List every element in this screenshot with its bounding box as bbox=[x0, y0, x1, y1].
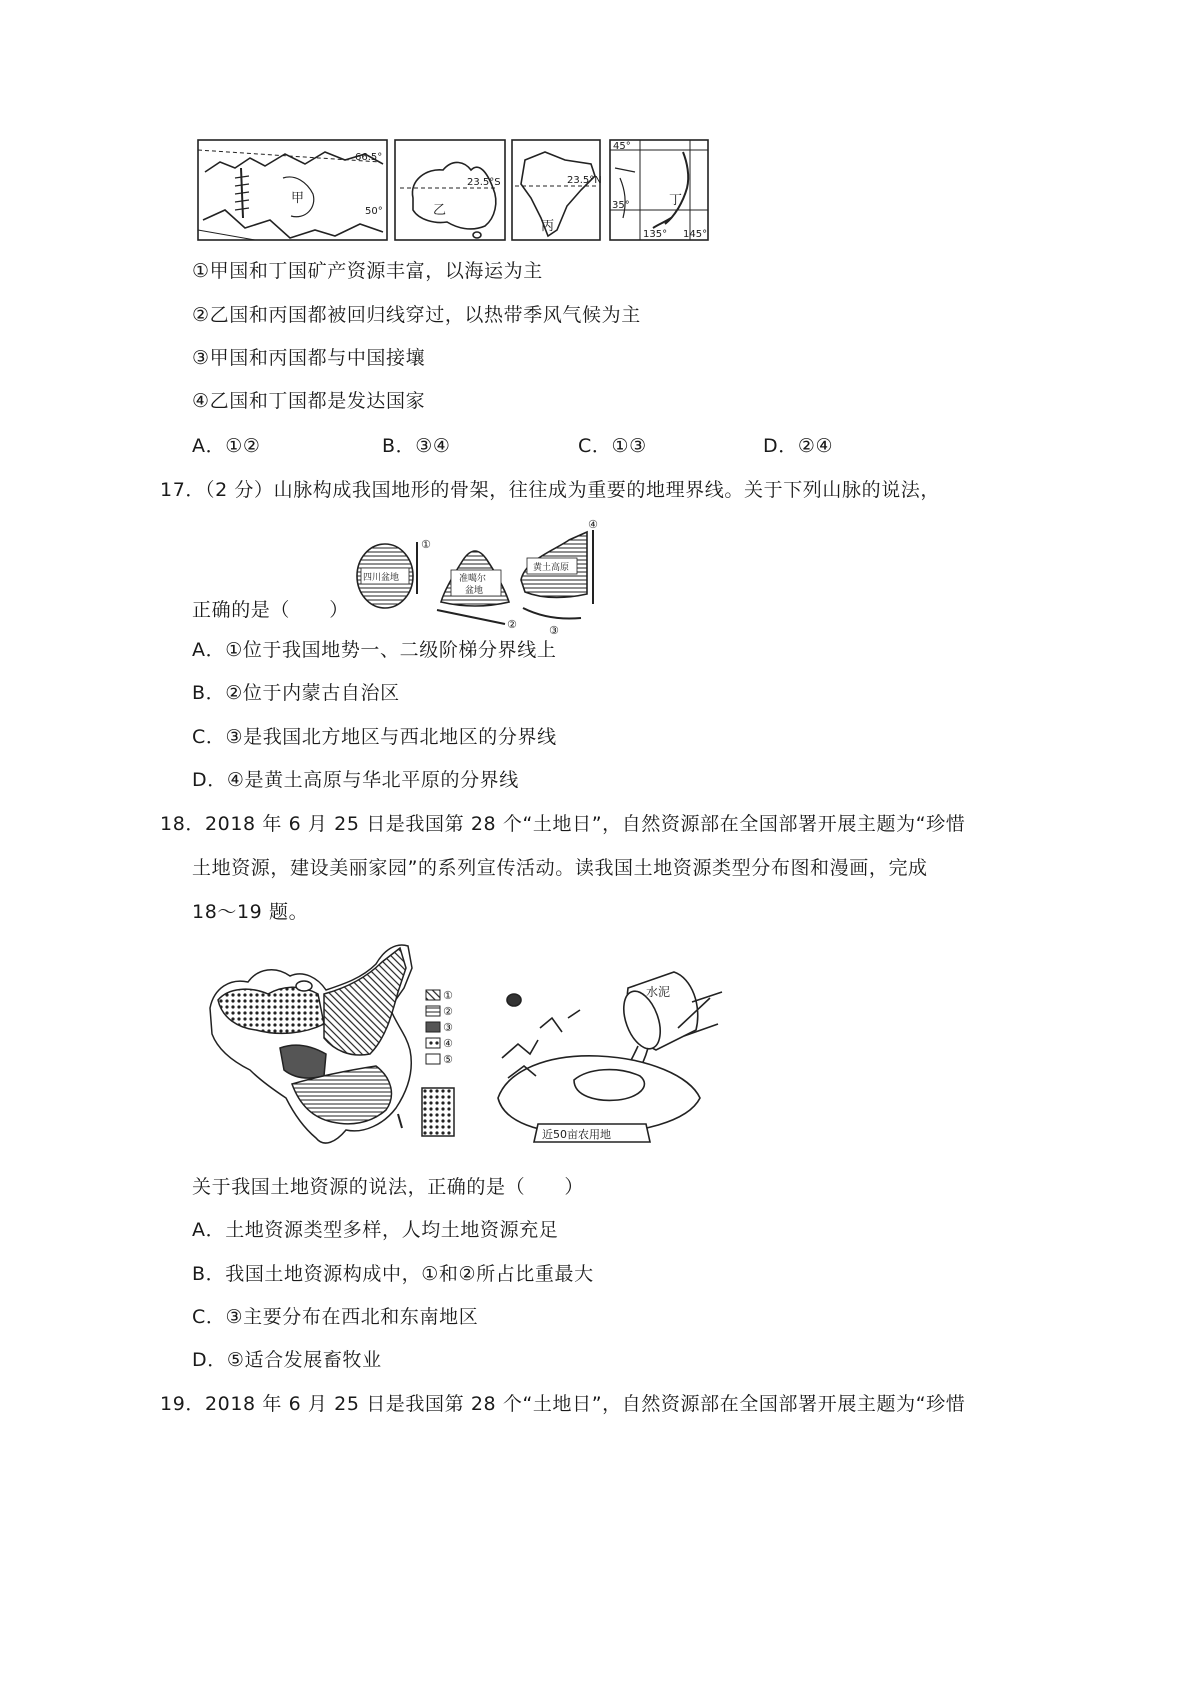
ding-label: 丁 bbox=[669, 193, 683, 208]
bing-lat-label: 23.5°N bbox=[567, 175, 602, 186]
q17-option-c: C．③是我国北方地区与西北地区的分界线 bbox=[192, 726, 557, 748]
q17-option-d: D．④是黄土高原与华北平原的分界线 bbox=[192, 769, 519, 791]
q16-country-maps bbox=[195, 138, 715, 244]
q18-option-b: B．我国土地资源构成中，①和②所占比重最大 bbox=[192, 1263, 594, 1285]
q17-mountain-figure bbox=[355, 518, 605, 638]
legend-label-5: ⑤ bbox=[443, 1053, 453, 1066]
mountain-number-2: ② bbox=[507, 618, 517, 631]
q16-statement-2: ②乙国和丙国都被回归线穿过，以热带季风气候为主 bbox=[192, 304, 641, 326]
q17-prompt: 正确的是（ ） bbox=[192, 599, 349, 621]
q16-option-c: C．①③ bbox=[578, 435, 647, 457]
legend-label-3: ③ bbox=[443, 1021, 453, 1034]
q17-option-b: B．②位于内蒙古自治区 bbox=[192, 682, 400, 704]
q18-land-resource-map bbox=[200, 938, 465, 1153]
junggar-basin-label-2: 盆地 bbox=[465, 586, 484, 596]
q17-stem: 17．（2 分）山脉构成我国地形的骨架，往往成为重要的地理界线。关于下列山脉的说法， bbox=[160, 479, 941, 501]
q16-option-d: D．②④ bbox=[763, 435, 834, 457]
q17-option-a: A．①位于我国地势一、二级阶梯分界线上 bbox=[192, 639, 557, 661]
legend-label-1: ① bbox=[443, 989, 453, 1002]
q16-option-a: A．①② bbox=[192, 435, 261, 457]
farmland-label: 近50亩农用地 bbox=[542, 1128, 611, 1141]
yi-label: 乙 bbox=[433, 203, 447, 218]
mountain-line-3 bbox=[523, 608, 581, 619]
q18-cartoon bbox=[478, 958, 728, 1153]
jia-lat-label-2: 50° bbox=[365, 206, 383, 217]
yi-lat-label: 23.5°S bbox=[467, 177, 501, 188]
q19-stem: 19．2018 年 6 月 25 日是我国第 28 个“土地日”，自然资源部在全国部署开展主题为“珍惜 bbox=[160, 1393, 966, 1415]
q18-option-a: A．土地资源类型多样，人均土地资源充足 bbox=[192, 1219, 559, 1241]
q18-prompt: 关于我国土地资源的说法，正确的是（ ） bbox=[192, 1176, 585, 1198]
map-yi-frame bbox=[395, 140, 505, 240]
bing-label: 丙 bbox=[541, 219, 555, 234]
mountain-line-2 bbox=[437, 610, 505, 624]
ding-lat-label-1: 45° bbox=[613, 141, 631, 152]
mountain-number-3: ③ bbox=[549, 624, 559, 637]
q18-option-c: C．③主要分布在西北和东南地区 bbox=[192, 1306, 479, 1328]
mountain-number-1: ① bbox=[421, 538, 431, 551]
map-legend bbox=[426, 990, 440, 1064]
ding-lon-label-2: 145° bbox=[683, 229, 708, 240]
legend-label-4: ④ bbox=[443, 1037, 453, 1050]
legend-label-2: ② bbox=[443, 1005, 453, 1018]
sichuan-basin-label: 四川盆地 bbox=[363, 573, 400, 583]
loess-plateau-label: 黄土高原 bbox=[533, 563, 570, 573]
q18-stem-line-3: 18～19 题。 bbox=[192, 901, 309, 923]
jia-lat-label-1: 66.5° bbox=[355, 152, 383, 163]
mountain-number-4: ④ bbox=[588, 518, 598, 531]
junggar-basin-label-1: 准噶尔 bbox=[459, 574, 487, 584]
q16-option-b: B．③④ bbox=[382, 435, 451, 457]
q16-statement-3: ③甲国和丙国都与中国接壤 bbox=[192, 347, 426, 369]
ding-lon-label-1: 135° bbox=[643, 229, 668, 240]
q18-option-d: D．⑤适合发展畜牧业 bbox=[192, 1349, 382, 1371]
jia-label: 甲 bbox=[291, 191, 305, 206]
q16-statement-4: ④乙国和丁国都是发达国家 bbox=[192, 390, 426, 412]
south-sea-inset bbox=[422, 1088, 454, 1136]
q16-statement-1: ①甲国和丁国矿产资源丰富，以海运为主 bbox=[192, 260, 543, 282]
q18-stem-line-2: 土地资源，建设美丽家园”的系列宣传活动。读我国土地资源类型分布图和漫画，完成 bbox=[192, 857, 928, 879]
cement-label: 水泥 bbox=[646, 985, 671, 999]
q18-stem-line-1: 18．2018 年 6 月 25 日是我国第 28 个“土地日”，自然资源部在全国部署开展主题为“珍惜 bbox=[160, 813, 966, 835]
ding-lat-label-2: 35° bbox=[612, 200, 630, 211]
